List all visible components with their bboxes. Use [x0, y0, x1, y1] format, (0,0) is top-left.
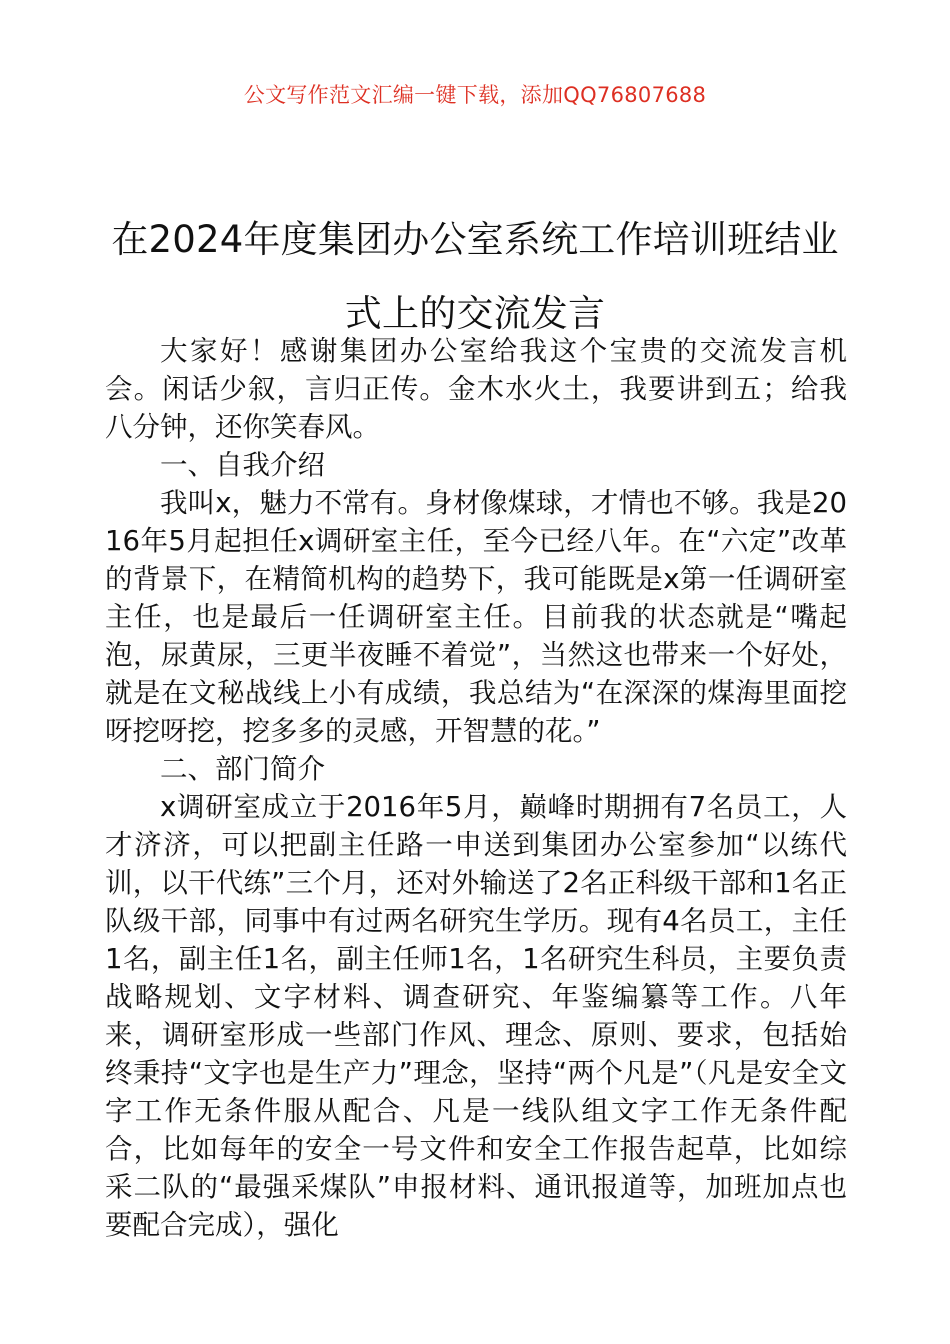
document-body — [105, 332, 847, 1244]
paragraph-section-1: 我叫x，魅力不常有。身材像煤球，才情也不够。我是2016年5月起担任x调研室主任，至今已经八年。在“六定”改革的背景下，在精简机构的趋势下，我可能既是x第一任调研室主任，也是最后一任调研室主任。目前我的状态就是“嘴起泡，尿黄尿，三更半夜睡不着觉”，当然这也带来一个好处，就是在文秘战线上小有成绩，我总结为“在深深的煤海里面挖呀挖呀挖，挖多多的灵感，开智慧的花。” — [105, 487, 847, 747]
section-heading-1: 一、自我介绍 — [160, 449, 325, 481]
paragraph-opening: 大家好！感谢集团办公室给我这个宝贵的交流发言机会。闲话少叙，言归正传。金木水火土，我要讲到五；给我八分钟，还你笑春风。 — [105, 335, 847, 443]
paragraph-section-2: x调研室成立于2016年5月，巅峰时期拥有7名员工，人才济济，可以把副主任路一申送到集团办公室参加“以练代训，以干代练”三个月，还对外输送了2名正科级干部和1名正队级干部，同事中有过两名研究生学历。现有4名员工，主任1名，副主任1名，副主任师1名，1名研究生科员，主要负责战略规划、文字材料、调查研究、年鉴编纂等工作。八年来，调研室形成一些部门作风、理念、原则、要求，包括始终秉持“文字也是生产力”理念，坚持“两个凡是”（凡是安全文字工作无条件服从配合、凡是一线队组文字工作无条件配合，比如每年的安全一号文件和安全工作报告起草，比如综采二队的“最强采煤队”申报材料、通讯报道等，加班加点也要配合完成），强化 — [105, 791, 847, 1241]
promo-banner-text: 公文写作范文汇编一键下载，添加QQ76807688 — [243, 83, 707, 107]
section-heading-2: 二、部门简介 — [160, 753, 325, 785]
document-title: 在2024年度集团办公室系统工作培训班结业式上的交流发言 — [111, 217, 839, 335]
